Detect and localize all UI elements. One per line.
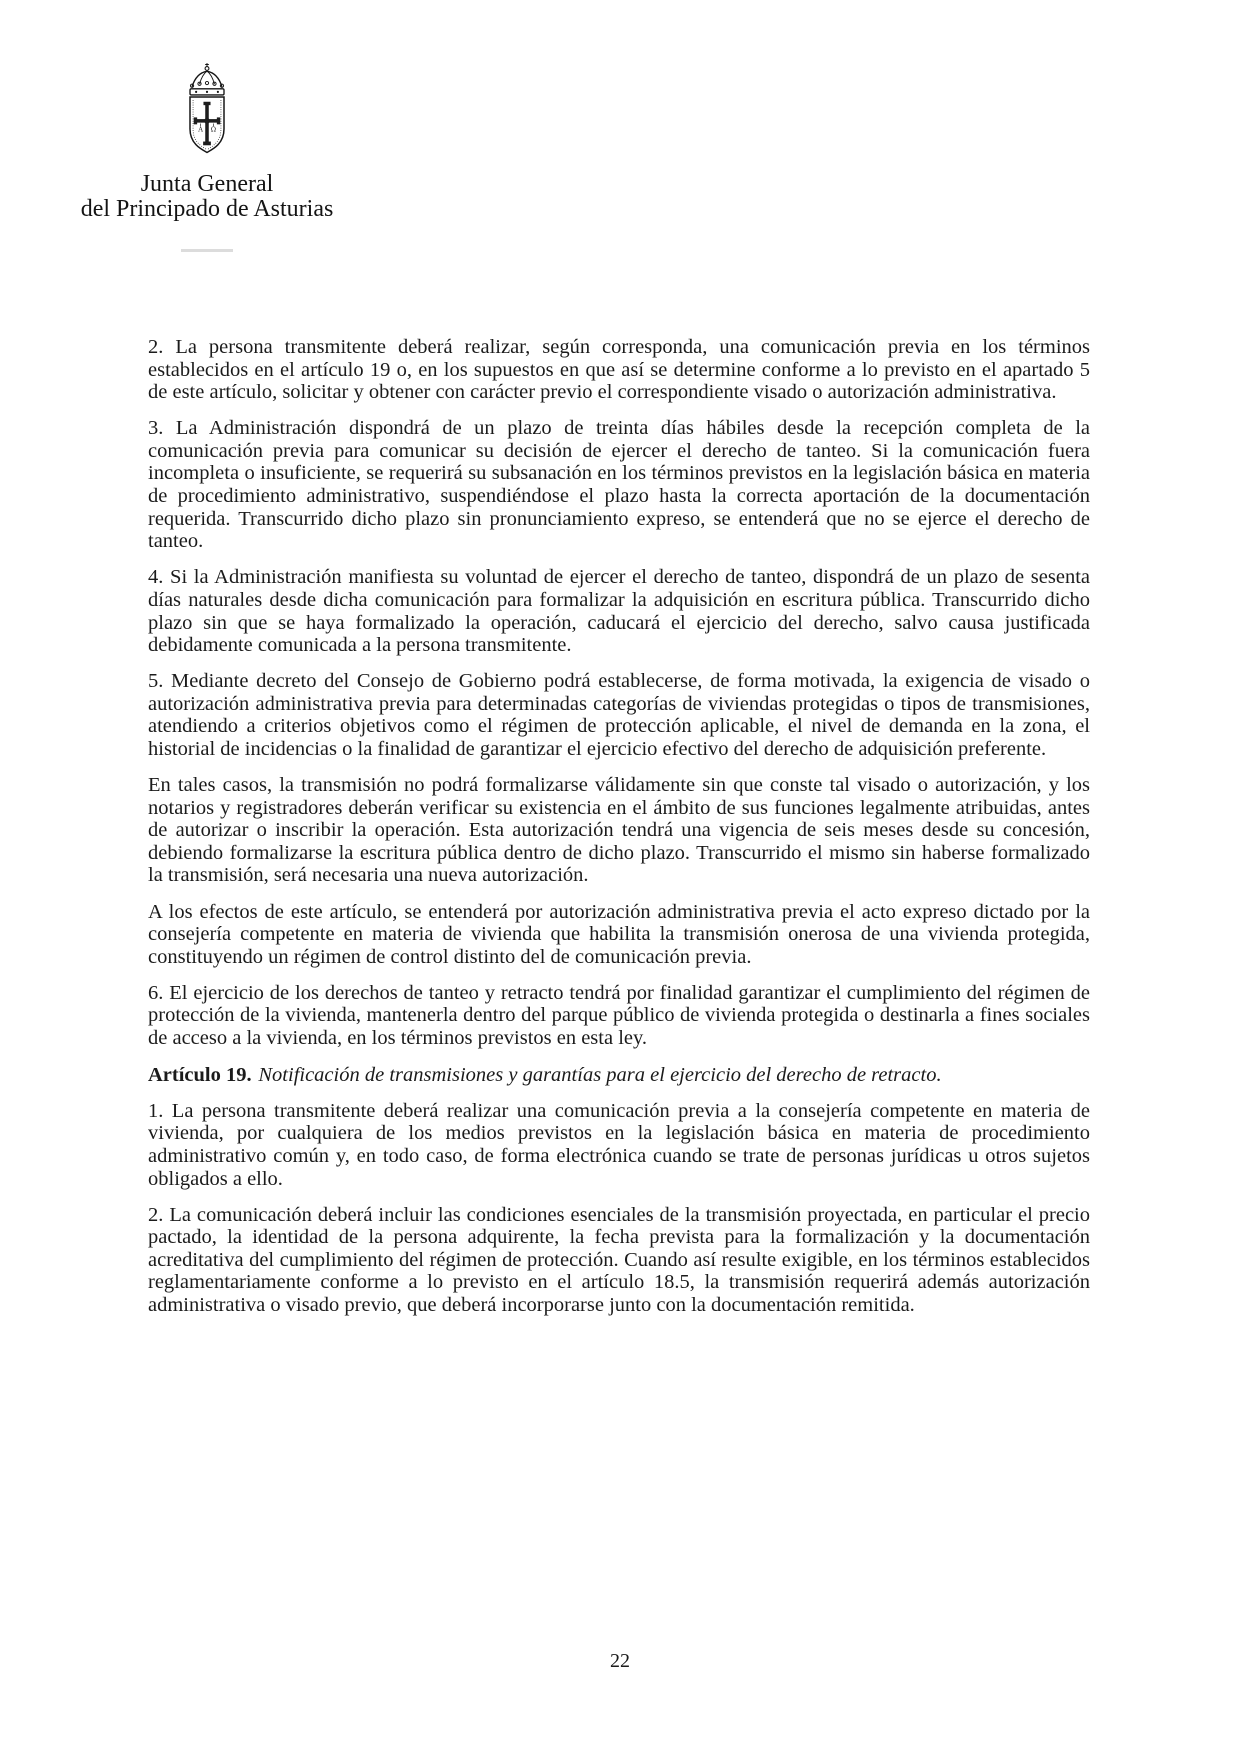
logo-divider: [181, 249, 233, 252]
asturias-coat-of-arms-icon: [173, 62, 241, 166]
paragraph-art18-4: 4. Si la Administración manifiesta su voluntad de ejercer el derecho de tanteo, dispondrá de un plazo de sesenta días naturales desde dicha comunicación para formalizar la adquisición en escritura pública. Transcurrido dicho plazo sin que se haya formalizado la operación, caducará el ejercicio del derecho, salvo causa justificada debidamente comunicada a la persona transmitente.: [148, 566, 1090, 657]
paragraph-art18-5: 5. Mediante decreto del Consejo de Gobierno podrá establecerse, de forma motivada, la exigencia de visado o autorización administrativa previa para determinadas categorías de viviendas protegidas o tipos de transmisiones, atendiendo a criterios objetivos como el régimen de protección aplicable, el nivel de demanda en la zona, el historial de incidencias o la finalidad de garantizar el ejercicio efectivo del derecho de adquisición preferente.: [148, 670, 1090, 760]
junta-general-logo: [75, 62, 339, 252]
paragraph-art19-2: 2. La comunicación deberá incluir las condiciones esenciales de la transmisión proyectada, en particular el precio pactado, la identidad de la persona adquirente, la fecha prevista para la formalización y la documentación acreditativa del cumplimiento del régimen de protección. Cuando así resulte exigible, en los términos establecidos reglamentariamente conforme a lo previsto en el artículo 18.5, la transmisión requerirá además autorización administrativa o visado previo, que deberá incorporarse junto con la documentación remitida.: [148, 1203, 1090, 1316]
paragraph-art18-5b: En tales casos, la transmisión no podrá formalizarse válidamente sin que conste tal visado o autorización, y los notarios y registradores deberán verificar su existencia en el ámbito de sus funciones legalmente atribuidas, antes de autorizar o inscribir la operación. Esta autorización tendrá una vigencia de seis meses desde su concesión, debiendo formalizarse la escritura pública dentro de dicho plazo. Transcurrido el mismo sin haberse formalizado la transmisión, será necesaria una nueva autorización.: [148, 774, 1090, 887]
article-19-heading: [148, 1064, 1090, 1087]
article-19-title: Notificación de transmisiones y garantías para el ejercicio del derecho de retracto.: [258, 1063, 942, 1086]
paragraph-art18-3: 3. La Administración dispondrá de un plazo de treinta días hábiles desde la recepción completa de la comunicación previa para comunicar su decisión de ejercer el derecho de tanteo. Si la comunicación fuera incompleta o insuficiente, se requerirá su subsanación en los términos previstos en la legislación básica en materia de procedimiento administrativo, suspendiéndose el plazo hasta la correcta aportación de la documentación requerida. Transcurrido dicho plazo sin pronunciamiento expreso, se entenderá que no se ejerce el derecho de tanteo.: [148, 417, 1090, 553]
svg-text:Ω: Ω: [210, 125, 217, 134]
org-name-line2: del Principado de Asturias: [80, 196, 334, 222]
article-19-number: Artículo 19.: [148, 1063, 252, 1086]
document-body: [148, 336, 1090, 1317]
paragraph-art18-6: 6. El ejercicio de los derechos de tanteo y retracto tendrá por finalidad garantizar el cumplimiento del régimen de protección de la vivienda, mantenerla dentro del parque público de vivienda protegida o destinarla a fines sociales de acceso a la vivienda, en los términos previstos en esta ley.: [148, 981, 1090, 1050]
paragraph-art18-5c: A los efectos de este artículo, se entenderá por autorización administrativa previa el acto expreso dictado por la consejería competente en materia de vivienda que habilita la transmisión onerosa de una vivienda protegida, constituyendo un régimen de control distinto del de comunicación previa.: [148, 900, 1090, 968]
svg-text:Α: Α: [198, 125, 203, 134]
org-name-line1: Junta General: [140, 171, 274, 197]
page-number: 22: [610, 1650, 630, 1672]
paragraph-art18-2: 2. La persona transmitente deberá realizar, según corresponda, una comunicación previa en los términos establecidos en el artículo 19 o, en los supuestos en que así se determine conforme a lo previsto en el apartado 5 de este artículo, solicitar y obtener con carácter previo el correspondiente visado o autorización administrativa.: [148, 336, 1090, 404]
paragraph-art19-1: 1. La persona transmitente deberá realizar una comunicación previa a la consejería competente en materia de vivienda, por cualquiera de los medios previstos en la legislación básica en materia de procedimiento administrativo común y, en todo caso, de forma electrónica cuando se trate de personas jurídicas u otros sujetos obligados a ello.: [148, 1099, 1090, 1190]
